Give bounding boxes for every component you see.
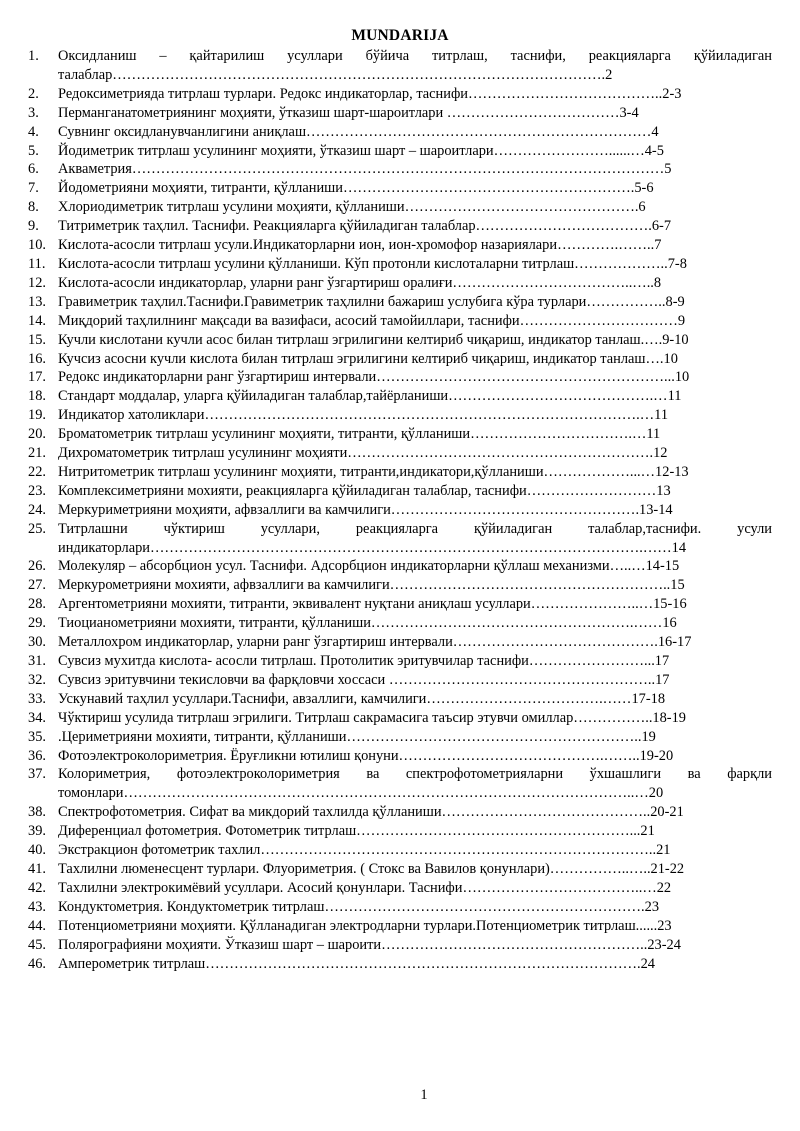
toc-entry-number: 26. [28,558,46,575]
toc-entry-text: Редокс индикаторларни ранг ўзгартириш интервали……………………………………………………...10 [58,369,690,386]
toc-entry-text: Меркурометрияни мохияти, афвзаллиги ва камчилиги…………………………………………………..15 [58,577,685,594]
toc-entry [28,444,772,463]
toc-entry [28,368,772,387]
toc-entry-text: .Цериметрияни мохияти, титранти, қўлланиши……………………………………………………..19 [58,728,656,745]
toc-entry-number: 5. [28,142,39,159]
toc-entry-text: Нитритометрик титрлаш усулининг моҳияти, титранти,индикатори,қўлланиши………………...…12-13 [58,463,689,480]
toc-entry-text: Кислота-асосли титрлаш усулини қўлланиши. Кўп протонли кислоталарни титрлаш………………..7-8 [58,255,687,272]
toc-entry-number: 20. [28,426,46,443]
toc-entry-text: Йодиметрик титрлаш усулининг моҳияти, ўтказиш шарт – шароитлари……………………......…4-5 [58,142,664,159]
toc-entry-text: Йодометрияни моҳияти, титранти, қўлланиши…………………………………………………….5-6 [58,180,654,197]
toc-entry-number: 11. [28,255,46,272]
toc-entry [28,293,772,312]
toc-entry [28,501,772,520]
toc-entry [28,236,772,255]
toc-entry-number: 16. [28,350,46,367]
toc-entry-text: Кондуктометрия. Кондуктометрик титрлаш………………………………………………………….23 [58,898,660,915]
table-of-contents [28,47,772,973]
toc-entry [28,274,772,293]
toc-entry [28,803,772,822]
toc-entry [28,633,772,652]
toc-entry-number: 27. [28,577,46,594]
toc-entry [28,198,772,217]
toc-entry [28,350,772,369]
toc-entry-number: 35. [28,728,46,745]
toc-entry-text: Фотоэлектроколориметрия. Ёруғликни ютилиш қонуни…………………………………….……..19-20 [58,747,674,764]
toc-entry-number: 24. [28,501,46,518]
toc-entry-text: Ускунавий таҳлил усуллари.Таснифи, авзаллиги, камчилиги……………………………….……17-18 [58,690,666,707]
toc-entry-text: Гравиметрик таҳлил.Таснифи.Гравиметрик таҳлилни бажариш услубига кўра турлари……………..8-9 [58,293,685,310]
toc-entry [28,936,772,955]
toc-entry-text: Сувсиз эритувчини текисловчи ва фарқловчи хоссаси ………………………………………………..17 [58,671,670,688]
toc-entry-number: 2. [28,85,39,102]
toc-entry-text: Металлохром индикаторлар, уларни ранг ўзгартириш интервали…………………………………….16-17 [58,634,692,651]
toc-entry-text: Сувсиз мухитда кислота- асосли титрлаш. Протолитик эритувчилар таснифи……………………...17 [58,653,670,669]
toc-entry-text: Титриметрик таҳлил. Таснифи. Реакцияларга қўйиладиган талаблар……………………………….6-7 [58,218,672,235]
toc-entry-text: Стандарт моддалар, уларга қўйиладиган талаблар,тайёрланиши…………………………………….…11 [58,388,682,405]
toc-entry [28,879,772,898]
toc-entry-number: 32. [28,671,46,688]
toc-entry-number: 28. [28,596,46,613]
toc-entry [28,841,772,860]
toc-entry-text: Тахлилни люменесцент турлари. Флуориметрия. ( Стокс ва Вавилов қонунлари)……………..…..21-22 [58,860,685,877]
toc-entry-number: 36. [28,747,46,764]
toc-entry-text: Потенциометрияни моҳияти. Қўлланадиган электродларни турлари.Потенциометрик титрлаш......23 [58,917,672,934]
toc-entry-number: 22. [28,463,46,480]
toc-entry [28,576,772,595]
toc-entry-number: 23. [28,482,46,499]
toc-entry-number: 25. [28,520,46,537]
toc-entry-text: Перманганатометриянинг моҳияти, ўтказиш шарт-шароитлари ………………………………3-4 [58,104,639,121]
toc-entry-text: Хлориодиметрик титрлаш усулини моҳияти, қўлланиши………………………………………….6 [58,199,646,216]
toc-entry [28,387,772,406]
toc-entry-text: Оксидланиш – қайтарилиш усуллари бўйича титрлаш, таснифи, реакцияларга қўйиладиган талаблар………………………………………………………………………………………….2 [58,48,772,83]
toc-entry-text: Меркуриметрияни моҳияти, афвзаллиги ва камчилиги…………………………………………….13-14 [58,501,673,518]
toc-entry-text: Кучли кислотани кучли асос билан титрлаш эгрилигини келтириб чиқариш, индикатор танлаш.….9-10 [58,331,689,348]
toc-entry [28,898,772,917]
toc-entry [28,690,772,709]
toc-entry-number: 40. [28,842,46,859]
toc-entry-text: Тиоцианометрияни мохияти, титранти, қўлланиши……………………………………………….……16 [58,615,677,632]
toc-entry [28,482,772,501]
toc-entry-number: 13. [28,293,46,310]
toc-entry-number: 3. [28,104,39,121]
toc-entry-number: 44. [28,917,46,934]
toc-entry [28,123,772,142]
toc-entry-number: 17. [28,369,46,386]
toc-entry-text: Молекуляр – абсорбцион усул. Таснифи. Адсорбцион индикаторларни қўллаш механизми…..…14-15 [58,558,680,575]
toc-entry [28,406,772,425]
toc-entry-number: 33. [28,690,46,707]
toc-entry [28,255,772,274]
toc-entry-text: Дихроматометрик титрлаш усулининг моҳияти……………………………………………………….12 [58,445,668,462]
toc-entry-number: 43. [28,898,46,915]
toc-entry-number: 14. [28,312,46,329]
toc-entry [28,747,772,766]
toc-entry-text: Индикатор хатоликлари……………………………………………………………………………….…11 [58,407,669,424]
toc-entry-number: 7. [28,180,39,197]
toc-entry-text: Редоксиметрияда титрлаш турлари. Редокс индикаторлар, таснифи…………………………………..2-3 [58,85,682,102]
toc-entry [28,614,772,633]
toc-entry-number: 42. [28,879,46,896]
toc-entry-text: Броматометрик титрлаш усулининг моҳияти, титранти, қўлланиши…………………………….…11 [58,426,661,443]
toc-entry [28,652,772,671]
toc-entry-number: 9. [28,218,39,235]
toc-entry-number: 31. [28,653,46,669]
toc-entry [28,463,772,482]
toc-entry-number: 10. [28,237,46,254]
toc-entry-number: 29. [28,615,46,632]
toc-entry-number: 21. [28,445,46,462]
toc-entry-number: 18. [28,388,46,405]
toc-entry-text: Миқдорий таҳлилнинг мақсади ва вазифаси, асосий тамойиллари, таснифи……………………………9 [58,312,686,329]
toc-entry-number: 46. [28,955,46,972]
toc-entry-text: Сувнинг оксидланувчанлигини аниқлаш………………………………………………………………4 [58,123,659,140]
toc-entry-text: Аргентометрияни мохияти, титранти, эквивалент нуқтани аниқлаш усуллари…………………..…15-16 [58,596,687,613]
toc-entry [28,671,772,690]
toc-entry [28,104,772,123]
toc-entry-text: Полярографияни моҳияти. Ўтказиш шарт – шароити………………………………………………..23-24 [58,936,681,953]
page-title: MUNDARIJA [351,27,449,44]
toc-entry [28,765,772,803]
toc-entry-text: Акваметрия…………………………………………………………………………………………………5 [58,161,672,178]
toc-entry [28,217,772,236]
toc-entry-number: 12. [28,274,46,291]
toc-entry [28,917,772,936]
toc-entry-text: Тахлилни электрокимёвий усуллари. Асосий қонунлари. Таснифи………………………………..…22 [58,879,672,896]
toc-entry-number: 4. [28,123,39,140]
toc-entry-number: 41. [28,860,46,877]
toc-entry [28,47,772,85]
toc-entry-text: Амперометрик титрлаш……………………………………………………………………………….24 [58,955,655,972]
toc-entry [28,331,772,350]
toc-entry [28,557,772,576]
toc-entry [28,728,772,747]
toc-entry-number: 15. [28,331,46,348]
toc-entry-number: 30. [28,634,46,651]
toc-entry [28,822,772,841]
toc-entry-text: Кучсиз асосни кучли кислота билан титрлаш эгрилигини келтириб чиқариш, индикатор танлаш….10 [58,350,678,367]
toc-entry [28,179,772,198]
toc-entry [28,595,772,614]
toc-entry-text: Кислота-асосли титрлаш усули.Индикаторларни ион, ион-хромофор назариялари………….……..7 [58,237,662,254]
toc-entry [28,520,772,558]
toc-entry-number: 8. [28,199,39,216]
page-number: 1 [420,1087,428,1103]
toc-entry-number: 34. [28,709,46,726]
toc-entry [28,142,772,161]
toc-entry-number: 45. [28,936,46,953]
toc-entry [28,955,772,974]
toc-entry-text: Титрлашни чўктириш усуллари, реакцияларга қўйиладиган талаблар,таснифи. усули индикаторлари………………………………………………………………………………………….……14 [58,520,772,556]
toc-entry-text: Колориметрия, фотоэлектроколориметрия ва спектрофотометрияларни ўхшашлиги ва фарқли томонлари……………………………………………………………………………………………..…20 [58,766,772,802]
toc-entry-number: 6. [28,161,39,178]
toc-entry-text: Кислота-асосли индикаторлар, уларни ранг ўзгартириш оралиғи………………………………..…..8 [58,274,662,291]
toc-entry-text: Спектрофотометрия. Сифат ва микдорий тахлилда қўлланиши……………………………………..20-21 [58,804,684,821]
toc-entry [28,312,772,331]
toc-entry-number: 39. [28,823,46,840]
toc-entry [28,860,772,879]
toc-entry-number: 37. [28,766,46,783]
toc-entry-text: Диференциал фотометрия. Фотометрик титрлаш…………………………………………………...21 [58,823,655,840]
toc-entry-text: Комплексиметрияни мохияти, реакцияларга қўйиладиган талаблар, таснифи………………………13 [58,482,671,499]
toc-entry [28,160,772,179]
toc-entry-text: Чўктириш усулида титрлаш эгрилиги. Титрлаш сакрамасига таъсир этувчи омиллар……………..18-19 [58,709,686,726]
toc-entry-text: Экстракцион фотометрик тахлил………………………………………………………………………..21 [58,842,671,859]
toc-entry-number: 38. [28,804,46,821]
toc-entry [28,425,772,444]
toc-entry-number: 1. [28,48,39,64]
toc-entry [28,85,772,104]
toc-entry-number: 19. [28,407,46,424]
toc-entry [28,709,772,728]
